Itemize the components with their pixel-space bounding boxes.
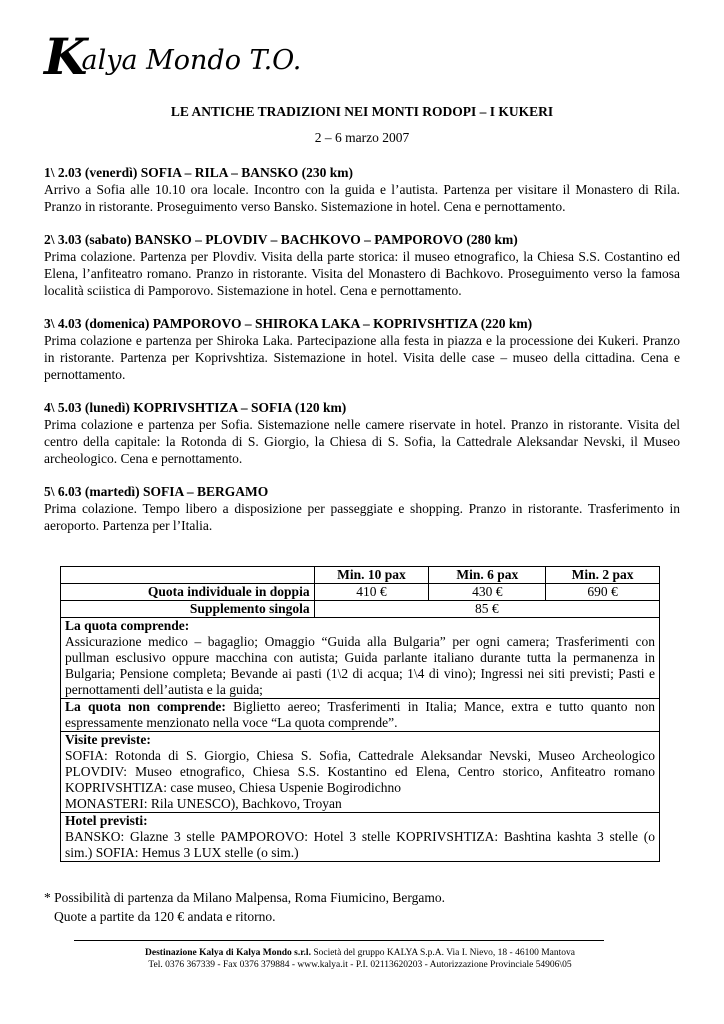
- table-row: [61, 584, 660, 601]
- footer-company: Destinazione Kalya di Kalya Mondo s.r.l.: [145, 948, 311, 958]
- day-heading: 2\ 3.03 (sabato) BANSKO – PLOVDIV – BACHKOVO – PAMPOROVO (280 km): [44, 232, 518, 247]
- day-heading: 3\ 4.03 (domenica) PAMPOROVO – SHIROKA LAKA – KOPRIVSHTIZA (220 km): [44, 316, 533, 331]
- day-heading: 5\ 6.03 (martedì) SOFIA – BERGAMO: [44, 484, 269, 499]
- table-row: [61, 618, 660, 699]
- day-text: Prima colazione. Tempo libero a disposizione per passeggiate e shopping. Pranzo in ristorante. Trasferimento in aeroporto. Partenza per l’Italia.: [44, 501, 680, 533]
- footer-line-2: Tel. 0376 367339 - Fax 0376 379884 - www.kalya.it - P.I. 02113620203 - Autorizzazione Provinciale 54906\05: [148, 960, 572, 970]
- day-text: Prima colazione e partenza per Shiroka Laka. Partecipazione alla festa in piazza e la processione dei Kukeri. Pranzo in ristorante. Partenza per Koprivshtiza. Sistemazione in hotel. Visita delle case – museo della cittadina. Cena e pernottamento.: [44, 333, 680, 382]
- footnote-line: Quote a partite da 120 € andata e ritorno.: [54, 909, 276, 924]
- price-cell: 430 €: [429, 584, 546, 601]
- footer-divider: [74, 940, 604, 941]
- logo-text: alya Mondo T.O.: [81, 45, 302, 76]
- hotel-text: BANSKO: Glazne 3 stelle PAMPOROVO: Hotel 3 stelle KOPRIVSHTIZA: Bashtina kashta 3 stelle (o sim.) SOFIA: Hemus 3 LUX stelle (o sim.): [65, 829, 655, 860]
- footer-line-1: [60, 947, 660, 959]
- footnote: [44, 888, 445, 926]
- day-text: Prima colazione e partenza per Sofia. Sistemazione nelle camere riservate in hotel. Pranzo in ristorante. Visita del centro della capitale: la Rotonda di S. Giorgio, la Chiesa di S. Sofia, la Cattedrale Aleksandar Nevski, il Museo archeologico. Cena e pernottamento.: [44, 417, 680, 466]
- page-footer: [60, 947, 660, 971]
- hotel-title: Hotel previsti:: [65, 813, 148, 828]
- quota-non-comprende-title: La quota non comprende:: [65, 699, 226, 714]
- table-header-row: [61, 567, 660, 584]
- header-min-6: Min. 6 pax: [429, 567, 546, 584]
- price-cell: 690 €: [546, 584, 660, 601]
- footnote-line: * Possibilità di partenza da Milano Malpensa, Roma Fiumicino, Bergamo.: [44, 890, 445, 905]
- price-cell: 85 €: [314, 601, 659, 618]
- quota-non-comprende-cell: [61, 699, 660, 732]
- quota-comprende-text: Assicurazione medico – bagaglio; Omaggio “Guida alla Bulgaria” per ogni camera; Trasferimenti con pullman esclusivo oppure macchina con autista; Guida parlante italiano durante tutta la permanenza in Bulgaria; Pensione completa; Bevande ai pasti (1\2 di acqua; 1\4 di vino); Ingressi nei siti previsti; Pasti e pernottamenti dell’autista e la guida;: [65, 634, 655, 697]
- table-row: [61, 699, 660, 732]
- day-2: [44, 231, 680, 299]
- day-4: [44, 399, 680, 467]
- visite-line: SOFIA: Rotonda di S. Giorgio, Chiesa S. Sofia, Cattedrale Aleksandar Nevski, Museo Archeologico PLOVDIV: Museo etnografico, Chiesa S.S. Kostantino ed Elena, Centro storico, Anfiteatro romano KOPRIVSHTIZA: case museo, Chiesa Uspenie Bogirodichno: [65, 748, 655, 795]
- document-dates: 2 – 6 marzo 2007: [314, 130, 410, 145]
- quota-comprende-cell: [61, 618, 660, 699]
- table-row: [61, 732, 660, 813]
- day-text: Arrivo a Sofia alle 10.10 ora locale. Incontro con la guida e l’autista. Partenza per visitare il Monastero di Rila. Pranzo in ristorante. Proseguimento verso Bansko. Sistemazione in hotel. Cena e pernottamento.: [44, 182, 680, 214]
- row-label-doppia: Quota individuale in doppia: [61, 584, 315, 601]
- table-row: [61, 813, 660, 862]
- document-title: LE ANTICHE TRADIZIONI NEI MONTI RODOPI – I KUKERI: [170, 104, 554, 119]
- hotel-cell: [61, 813, 660, 862]
- header-min-10: Min. 10 pax: [314, 567, 429, 584]
- day-5: [44, 483, 680, 534]
- footer-address: Società del gruppo KALYA S.p.A. Via I. Nievo, 18 - 46100 Mantova: [310, 948, 575, 958]
- visite-title: Visite previste:: [65, 732, 151, 747]
- day-heading: 1\ 2.03 (venerdì) SOFIA – RILA – BANSKO (230 km): [44, 165, 354, 180]
- table-row: [61, 601, 660, 618]
- quota-comprende-title: La quota comprende:: [65, 618, 190, 633]
- visite-line: MONASTERI: Rila UNESCO), Bachkovo, Troyan: [65, 796, 342, 811]
- itinerary: [44, 164, 680, 550]
- price-table: [60, 566, 660, 862]
- visite-cell: [61, 732, 660, 813]
- quota-non-comprende-text: Biglietto aereo; Trasferimenti in Italia; Mance, extra e tutto quanto non espressamente menzionato nella voce “La quota comprende”.: [65, 699, 655, 730]
- company-logo: [44, 26, 302, 86]
- day-text: Prima colazione. Partenza per Plovdiv. Visita della parte storica: il museo etnografico, la Chiesa S.S. Costantino ed Elena, l’anfiteatro romano. Pranzo in ristorante. Visita del Monastero di Bachkovo. Proseguimento verso la famosa località sciistica di Pamporovo. Sistemazione in hotel. Cena e pernottamento.: [44, 249, 680, 298]
- day-heading: 4\ 5.03 (lunedì) KOPRIVSHTIZA – SOFIA (120 km): [44, 400, 347, 415]
- day-1: [44, 164, 680, 215]
- empty-header-cell: [61, 567, 315, 584]
- day-3: [44, 315, 680, 383]
- price-cell: 410 €: [314, 584, 429, 601]
- row-label-singola: Supplemento singola: [61, 601, 315, 618]
- header-min-2: Min. 2 pax: [546, 567, 660, 584]
- logo-initial: K: [44, 27, 88, 86]
